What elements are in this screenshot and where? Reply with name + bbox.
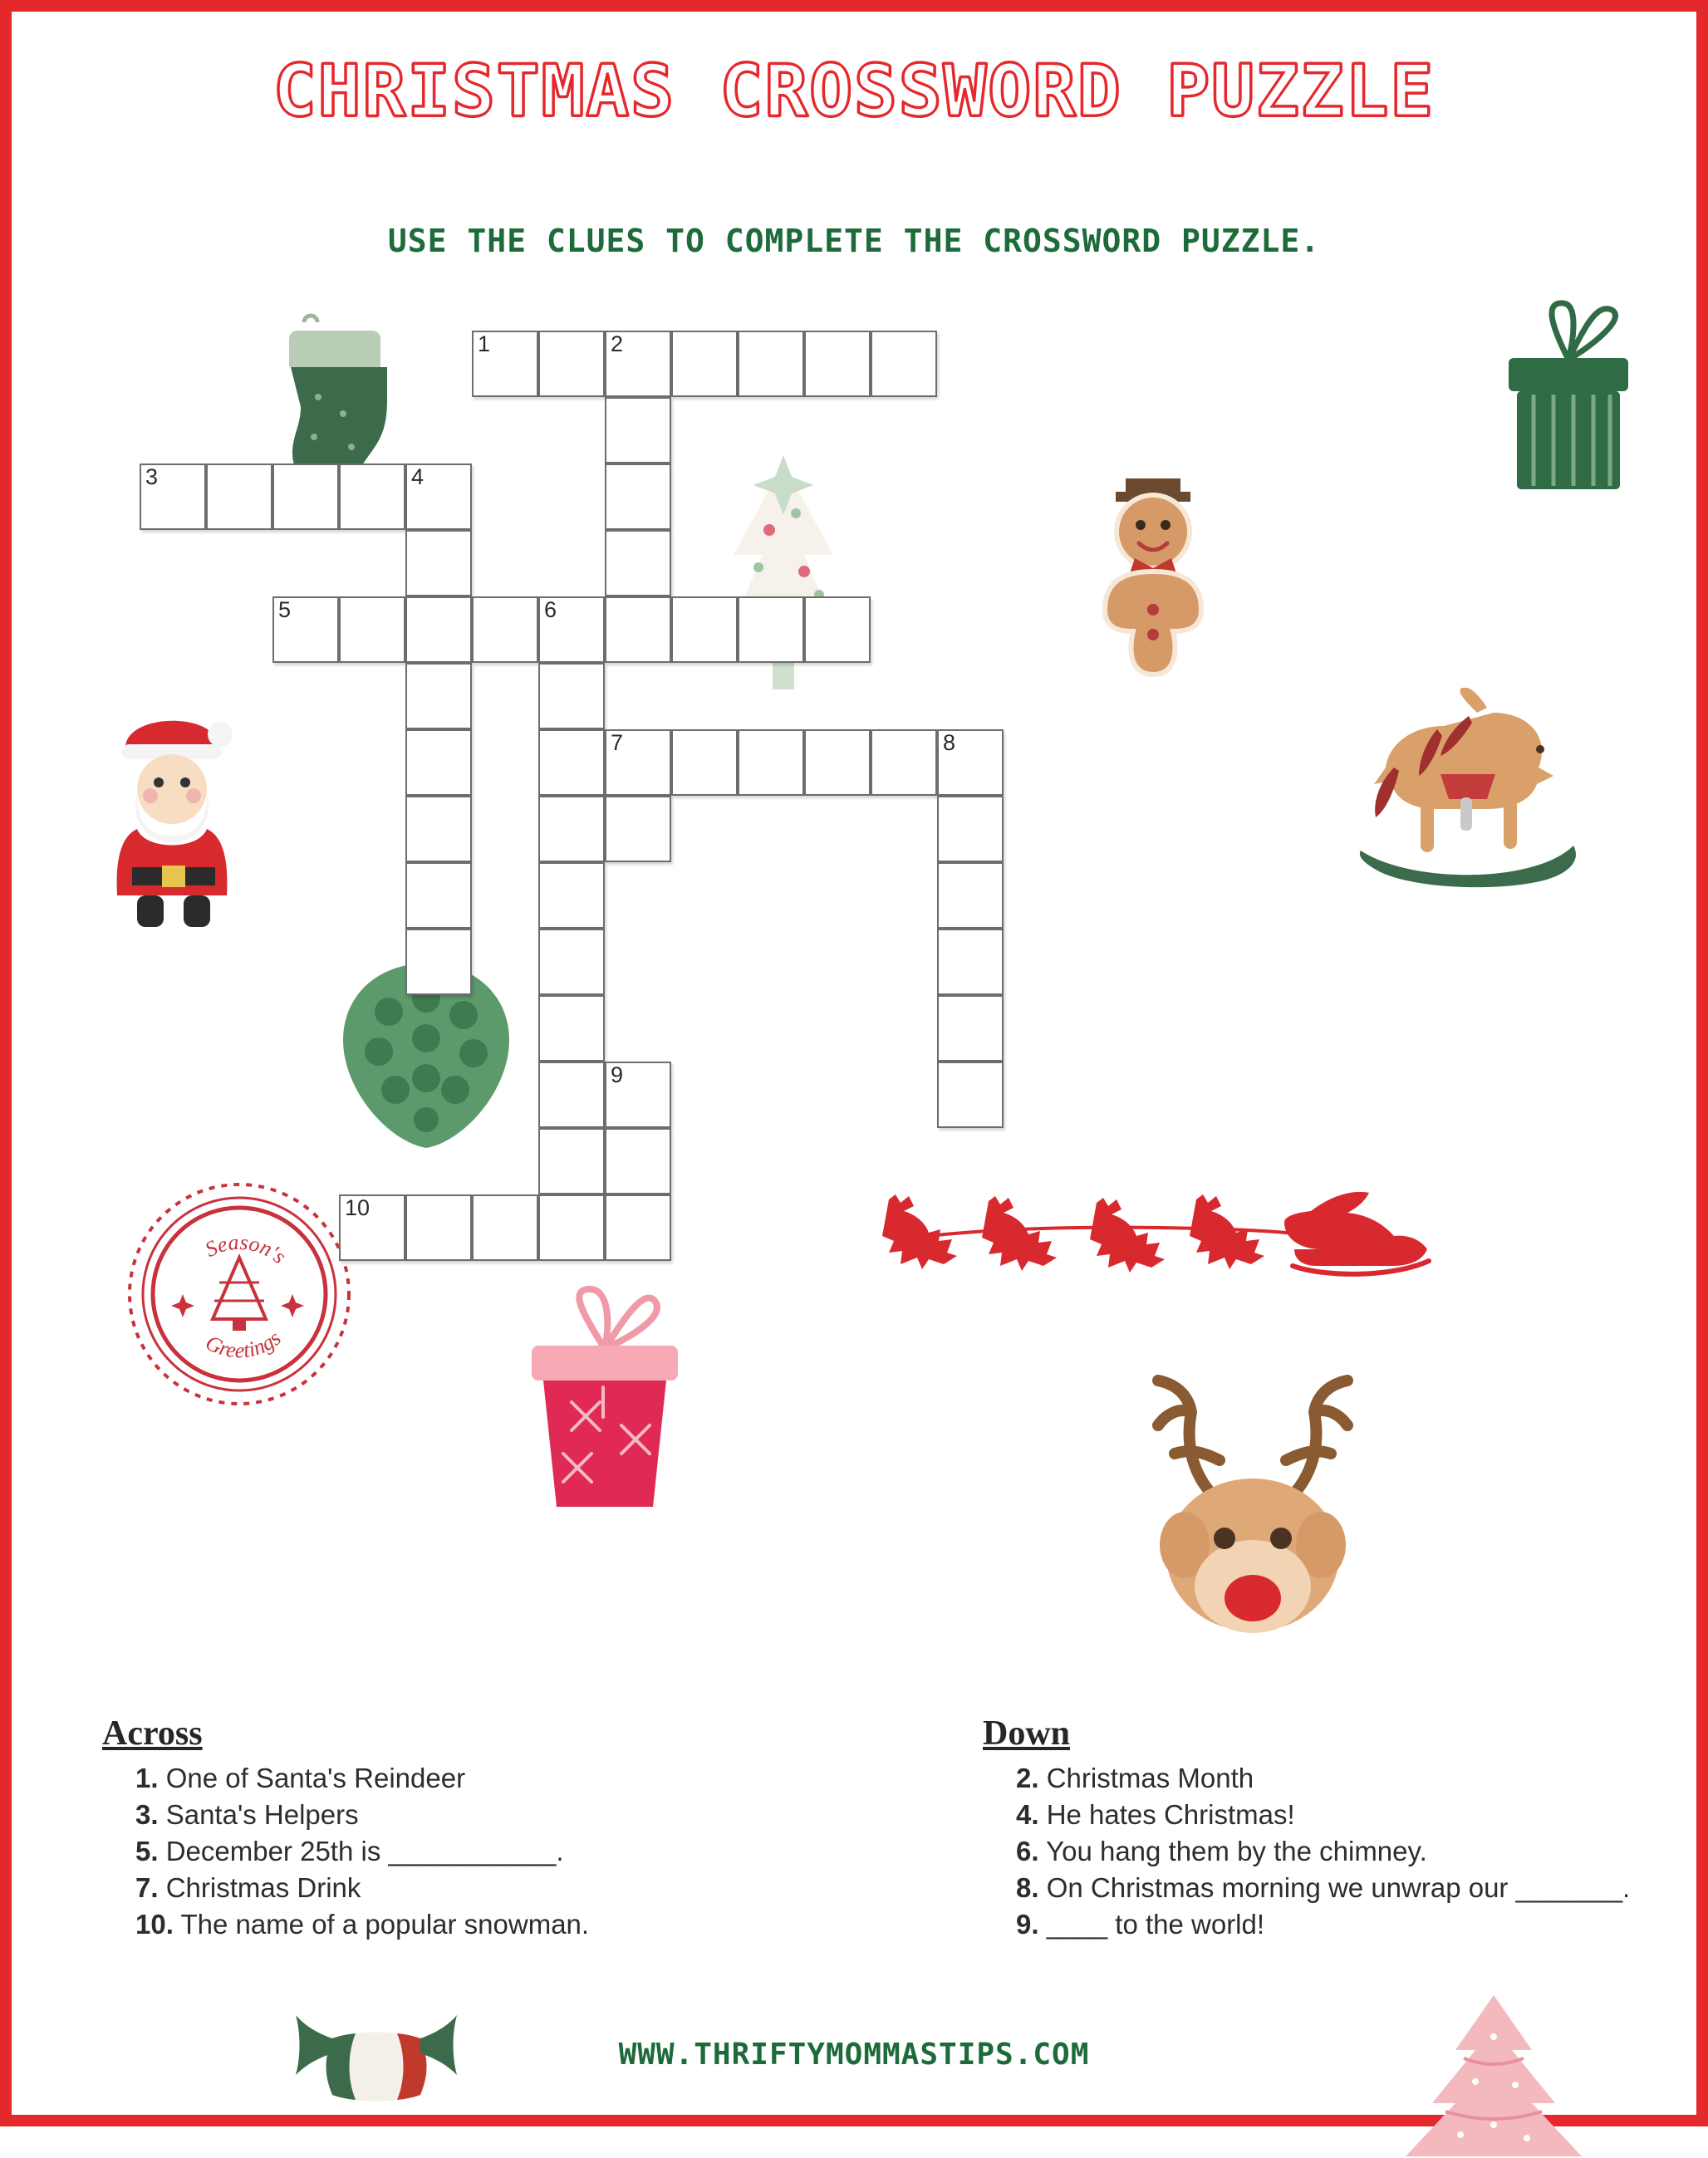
crossword-cell[interactable] (605, 596, 671, 663)
crossword-cell[interactable] (671, 596, 738, 663)
crossword-cell[interactable] (937, 995, 1004, 1062)
clue-item (1016, 1870, 1708, 1906)
crossword-cell[interactable] (871, 729, 937, 796)
crossword-cell-9[interactable] (605, 1062, 671, 1128)
cell-number: 6 (544, 597, 557, 622)
crossword-cell-5[interactable] (272, 596, 339, 663)
crossword-cell[interactable] (472, 1194, 538, 1261)
crossword-cell-3[interactable] (140, 463, 206, 530)
clue-item (135, 1833, 833, 1870)
crossword-cell[interactable] (272, 463, 339, 530)
cell-number: 4 (411, 464, 425, 489)
crossword-cell[interactable] (738, 729, 804, 796)
across-heading: Across (102, 1714, 203, 1753)
clue-number: 2. (1016, 1763, 1039, 1793)
clue-text: On Christmas morning we unwrap our _______. (1038, 1871, 1631, 1903)
crossword-cell[interactable] (538, 995, 605, 1062)
cell-number: 10 (345, 1195, 371, 1220)
crossword-cell[interactable] (671, 729, 738, 796)
cell-number: 8 (943, 730, 956, 755)
crossword-cell[interactable] (538, 929, 605, 995)
clue-item (1016, 1906, 1708, 1943)
page-title: CHRISTMAS CROSSWORD PUZZLE (272, 50, 1436, 133)
crossword-cell[interactable] (937, 796, 1004, 862)
footer-url: WWW.THRIFTYMOMMASTIPS.COM (618, 2038, 1090, 2072)
crossword-cell[interactable] (405, 663, 472, 729)
crossword-cell[interactable] (405, 729, 472, 796)
across-clues (102, 1714, 833, 1942)
crossword-cell-7[interactable] (605, 729, 671, 796)
crossword-cell[interactable] (605, 1194, 671, 1261)
crossword-cell-4[interactable] (405, 463, 472, 530)
crossword-cell-1[interactable] (472, 331, 538, 397)
crossword-cell[interactable] (605, 796, 671, 862)
clue-item (1016, 1797, 1708, 1833)
crossword-cell[interactable] (804, 331, 871, 397)
clue-number: 9. (1016, 1908, 1039, 1940)
crossword-cell[interactable] (804, 596, 871, 663)
crossword-cell[interactable] (538, 1128, 605, 1194)
cell-number: 7 (611, 730, 624, 755)
clue-item (135, 1870, 833, 1906)
crossword-cell[interactable] (937, 862, 1004, 929)
cell-number: 1 (478, 331, 491, 356)
crossword-cell[interactable] (538, 1194, 605, 1261)
clue-text: The name of a popular snowman. (173, 1908, 590, 1940)
crossword-cell[interactable] (206, 463, 272, 530)
down-heading: Down (983, 1714, 1071, 1753)
crossword-cell[interactable] (738, 331, 804, 397)
crossword-cell[interactable] (937, 1062, 1004, 1128)
crossword-cell[interactable] (605, 1128, 671, 1194)
svg-text:Greetings: Greetings (201, 1326, 286, 1363)
cell-number: 3 (145, 464, 159, 489)
clues-section (81, 1714, 1660, 2013)
clue-number: 1. (135, 1763, 159, 1793)
clue-text: December 25th is ___________. (158, 1835, 564, 1866)
crossword-cell[interactable] (804, 729, 871, 796)
clue-text: Santa's Helpers (158, 1798, 359, 1830)
clue-text: Christmas Drink (158, 1871, 361, 1903)
crossword-cell[interactable] (405, 796, 472, 862)
crossword-cell[interactable] (405, 1194, 472, 1261)
crossword-cell[interactable] (339, 596, 405, 663)
crossword-cell[interactable] (405, 929, 472, 995)
crossword-cell[interactable] (605, 397, 671, 463)
clue-number: 3. (135, 1798, 159, 1830)
clue-item (135, 1760, 833, 1797)
clue-number: 5. (135, 1835, 159, 1866)
cell-number: 2 (611, 331, 624, 356)
clue-text: One of Santa's Reindeer (158, 1763, 466, 1793)
across-clue-list (102, 1760, 833, 1942)
clue-item (1016, 1833, 1708, 1870)
page-content (23, 23, 1685, 2103)
crossword-cell[interactable] (937, 929, 1004, 995)
down-clue-list (983, 1760, 1708, 1942)
crossword-cell[interactable] (405, 530, 472, 596)
clue-text: He hates Christmas! (1038, 1798, 1295, 1830)
crossword-cell[interactable] (605, 530, 671, 596)
crossword-cell[interactable] (538, 1062, 605, 1128)
crossword-cell-6[interactable] (538, 596, 605, 663)
crossword-cell-8[interactable] (937, 729, 1004, 796)
cell-number: 5 (278, 597, 292, 622)
crossword-cell[interactable] (538, 862, 605, 929)
crossword-cell-2[interactable] (605, 331, 671, 397)
clue-number: 6. (1016, 1835, 1039, 1866)
crossword-cell[interactable] (405, 862, 472, 929)
svg-text:Season's: Season's (201, 1229, 291, 1269)
clue-text: Christmas Month (1038, 1763, 1254, 1793)
clue-number: 8. (1016, 1871, 1039, 1903)
crossword-cell[interactable] (472, 596, 538, 663)
crossword-cell[interactable] (671, 331, 738, 397)
crossword-cell[interactable] (871, 331, 937, 397)
crossword-cell[interactable] (339, 463, 405, 530)
clue-item (135, 1797, 833, 1833)
crossword-cell-10[interactable] (339, 1194, 405, 1261)
crossword-cell[interactable] (538, 796, 605, 862)
crossword-cell[interactable] (538, 331, 605, 397)
clue-item (1016, 1760, 1708, 1797)
clue-text: ____ to the world! (1038, 1908, 1265, 1940)
crossword-cell[interactable] (538, 663, 605, 729)
crossword-cell[interactable] (405, 596, 472, 663)
clue-number: 10. (135, 1908, 174, 1940)
crossword-cell[interactable] (605, 463, 671, 530)
clue-text: You hang them by the chimney. (1038, 1835, 1427, 1866)
down-clues (983, 1714, 1708, 1942)
clue-item (135, 1906, 833, 1943)
page-subtitle: USE THE CLUES TO COMPLETE THE CROSSWORD PUZZLE. (387, 223, 1321, 259)
crossword-cell[interactable] (538, 729, 605, 796)
clue-number: 4. (1016, 1798, 1039, 1830)
crossword-cell[interactable] (738, 596, 804, 663)
clue-number: 7. (135, 1871, 159, 1903)
cell-number: 9 (611, 1062, 624, 1087)
